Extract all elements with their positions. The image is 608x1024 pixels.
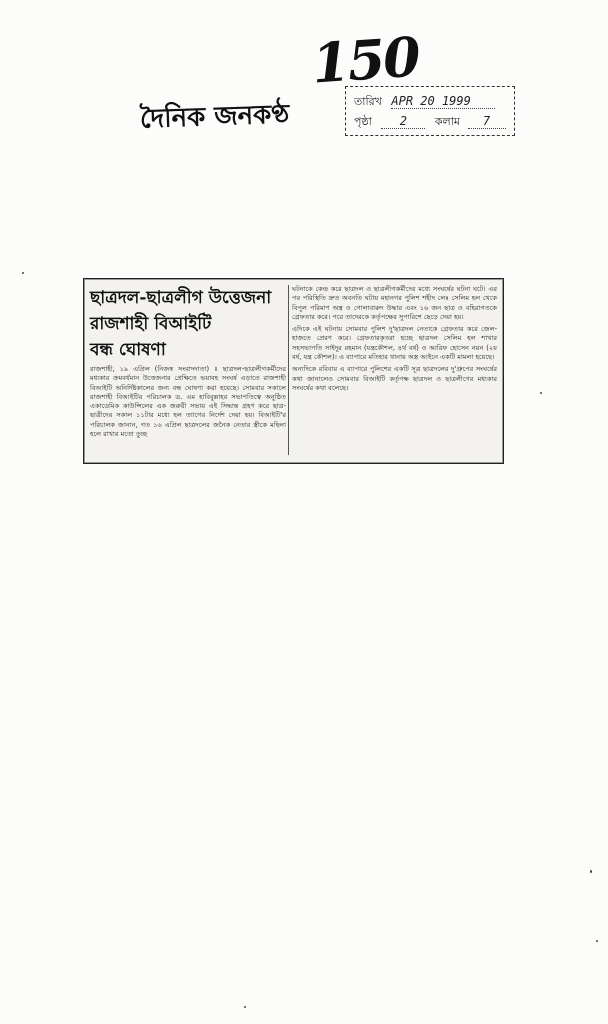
article-left-column: [90, 285, 286, 439]
scan-speck: [590, 870, 592, 873]
stamp-date-row: [354, 93, 495, 112]
scan-speck: [22, 272, 24, 274]
newspaper-clipping: [83, 278, 504, 464]
newspaper-masthead: দৈনিক জনকণ্ঠ: [139, 99, 290, 135]
article-body-right-1: ঘটনাকে কেন্দ্র করে ছাত্রদল ও ছাত্রলীগকর্মীদের মধ্যে সংঘর্ষের ঘটনা ঘটে। এর পর পরিস্থিতি দ্রুত অবনতি ঘটায় মহানগর পুলিশ শহীদ লেঃ সেলিম হল থেকে বিপুল পরিমাণ অস্ত্র ও গোলাবারুদ উদ্ধার এবং ১৬ জন ছাত্র ও বহিরাগতকে গ্রেফতার করে। পরে তাদেরকে কর্তৃপক্ষের সুপারিশে ছেড়ে দেয়া হয়।: [292, 285, 497, 321]
stamp-column-value: 7: [468, 114, 506, 129]
stamp-page-label: পৃষ্ঠা: [354, 115, 372, 128]
scan-speck: [596, 940, 598, 942]
headline-line-2: রাজশাহী বিআইটি: [90, 314, 212, 334]
scan-speck: [244, 1006, 246, 1008]
headline-line-1: ছাত্রদল-ছাত্রলীগ উত্তেজনা: [90, 288, 272, 308]
stamp-column-label: কলাম: [434, 115, 461, 128]
stamp-page-value: 2: [381, 114, 425, 129]
headline-line-3: বন্ধ ঘোষণা: [90, 340, 166, 360]
handwritten-page-number: 150: [309, 24, 421, 96]
scan-speck: [540, 392, 542, 394]
date-stamp: [345, 86, 515, 136]
stamp-date-label: তারিখ: [354, 95, 382, 108]
article-body-right-3: অন্যদিকে রবিবার এ ব্যাপারে পুলিশের একটি সূত্র ছাত্রদলের দু'গ্রুপের সংঘর্ষের কথা জানালেও সোমবার বিআইটি কর্তৃপক্ষ ছাত্রদল ও ছাত্রলীগের মধ্যকার সংঘর্ষের কথা বলেছে।: [292, 365, 497, 392]
column-divider: [288, 285, 289, 455]
stamp-date-value: APR 20 1999: [391, 94, 495, 109]
article-right-column: [292, 285, 497, 393]
stamp-page-row: [354, 113, 506, 132]
article-body-left: রাজশাহী, ১৯ এপ্রিল (নিজস্ব সংবাদদাতা) ॥ ছাত্রদল-ছাত্রলীগকর্মীদের মধ্যকার ক্রমবর্ধমান উত্তেজনার প্রেক্ষিতে ভয়াবহ সংঘর্ষ এড়াতে রাজশাহী বিআইটি অনির্দিষ্টকালের জন্য বন্ধ ঘোষণা করা হয়েছে। সোমবার সকালে রাজশাহী বিআইটির পরিচালক ড. এম হাবিবুল্লাহর সভাপতিত্বে অনুষ্ঠিত একাডেমিক কাউন্সিলের এক জরুরী সভায় এই সিদ্ধান্ত গ্রহণ করে ছাত্র-ছাত্রীদের সকাল ১১টার মধ্যে হল ত্যাগের নির্দেশ দেয়া হয়। বিআইটি'র পরিচালক জানান, গত ১৬ এপ্রিল ছাত্রদলের জনৈক নেতার স্ত্রীকে মহিলা হলে রাখার মতো তুচ্ছ: [90, 365, 286, 439]
article-headline: [90, 285, 286, 363]
article-body-right-2: এদিকে এই ঘটনায় সোমবার পুলিশ দু'ছাত্রদল নেতাকে গ্রেফতার করে জেল-হাজতে প্রেরণ করে। গ্রেফতারকৃতরা হচ্ছে ছাত্রদল সেলিম হল শাখার সহসভাপতি সাইদুর রহমান (যন্ত্রকৌশল, ৪র্থ বর্ষ) ও আরিফ হোসেন নয়ন (২য় বর্ষ, যন্ত্র কৌশল)। এ ব্যাপারে মতিহার থানায় অস্ত্র আইনে একটি মামলা হয়েছে।: [292, 325, 497, 362]
